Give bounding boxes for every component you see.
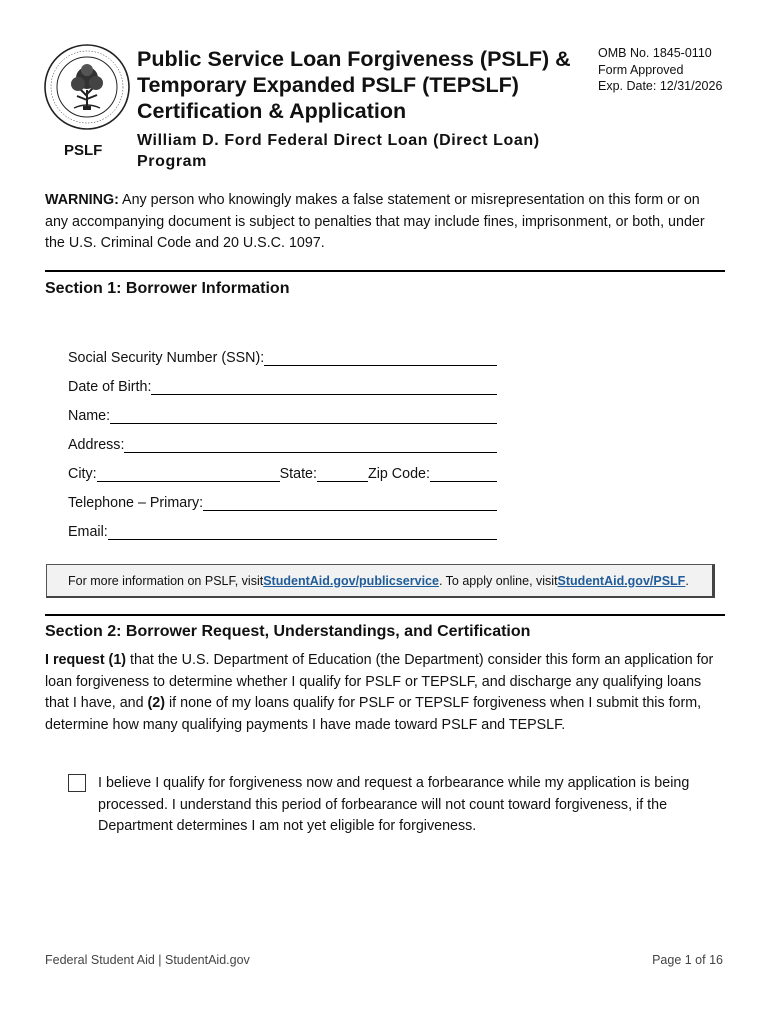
omb-status: Form Approved [598,62,684,77]
ssn-label: Social Security Number (SSN): [68,350,265,366]
omb-info [598,45,722,95]
ssn-field[interactable] [68,346,497,366]
zip-label: Zip Code: [367,466,430,482]
warning-notice [45,190,725,255]
address-input-line[interactable] [124,434,497,453]
omb-number: OMB No. 1845-0110 [598,46,712,60]
state-label: State: [279,466,317,482]
city-state-zip-row [68,462,497,482]
ssn-input-line[interactable] [264,347,497,366]
request-text-1: that the U.S. Department of Education (the Department) consider this form an application for loan forgiveness to determine whether I qualify for PSLF or TEPSLF, and discharge any qualifying loans that I have, and [45,652,714,711]
section-2-rule [45,614,725,616]
info-text-3: . [685,573,689,588]
info-text-1: For more information on PSLF, visit [68,573,264,588]
zip-input-line[interactable] [430,463,497,482]
publicservice-link[interactable]: StudentAid.gov/publicservice [263,573,439,588]
request-text-2: if none of my loans qualify for PSLF or TEPSLF forgiveness when I submit this form, determine how many qualifying payments I have made toward PSLF and TEPSLF. [45,695,702,733]
pslf-link[interactable]: StudentAid.gov/PSLF [557,573,686,588]
form-code: PSLF [64,142,103,159]
state-input-line[interactable] [317,463,368,482]
omb-expiration: Exp. Date: 12/31/2026 [598,79,723,93]
city-label: City: [68,466,97,482]
form-subtitle: William D. Ford Federal Direct Loan (Direct Loan) Program [137,132,540,170]
forbearance-checkbox-label: I believe I qualify for forgiveness now and request a forbearance while my application is being processed. I understand this period of forbearance will not count toward forgiveness, if the Department determines I am not yet eligible for forgiveness. [98,775,690,834]
name-input-line[interactable] [110,405,497,424]
address-field[interactable] [68,433,497,453]
section-1-title: Section 1: Borrower Information [45,280,290,297]
department-of-education-seal [44,44,130,130]
email-field[interactable] [68,520,497,540]
section-1-rule [45,270,725,272]
request-paragraph [45,650,725,736]
info-box [46,564,715,598]
info-text-2: . To apply online, visit [438,573,558,588]
dob-field[interactable] [68,375,497,395]
name-field[interactable] [68,404,497,424]
warning-label: WARNING: [45,192,119,208]
phone-input-line[interactable] [203,492,497,511]
section-2-title: Section 2: Borrower Request, Understandings, and Certification [45,623,531,640]
phone-label: Telephone – Primary: [68,495,204,511]
footer-left: Federal Student Aid | StudentAid.gov [45,953,250,967]
dob-label: Date of Birth: [68,379,152,395]
email-label: Email: [68,524,108,540]
forbearance-checkbox[interactable] [68,774,86,792]
form-title: Public Service Loan Forgiveness (PSLF) & Temporary Expanded PSLF (TEPSLF) Certification & Application [137,47,571,123]
request-bold-1: I request (1) [45,652,127,668]
name-label: Name: [68,408,111,424]
city-input-line[interactable] [97,463,280,482]
dob-input-line[interactable] [151,376,497,395]
email-input-line[interactable] [108,521,497,540]
phone-field[interactable] [68,491,497,511]
address-label: Address: [68,437,125,453]
page-number: Page 1 of 16 [652,953,723,967]
warning-text: Any person who knowingly makes a false statement or misrepresentation on this form or on any accompanying document is subject to penalties that may include fines, imprisonment, or both, under the U.S. Criminal Code and 20 U.S.C. 1097. [45,192,705,251]
request-bold-2: (2) [147,695,166,711]
